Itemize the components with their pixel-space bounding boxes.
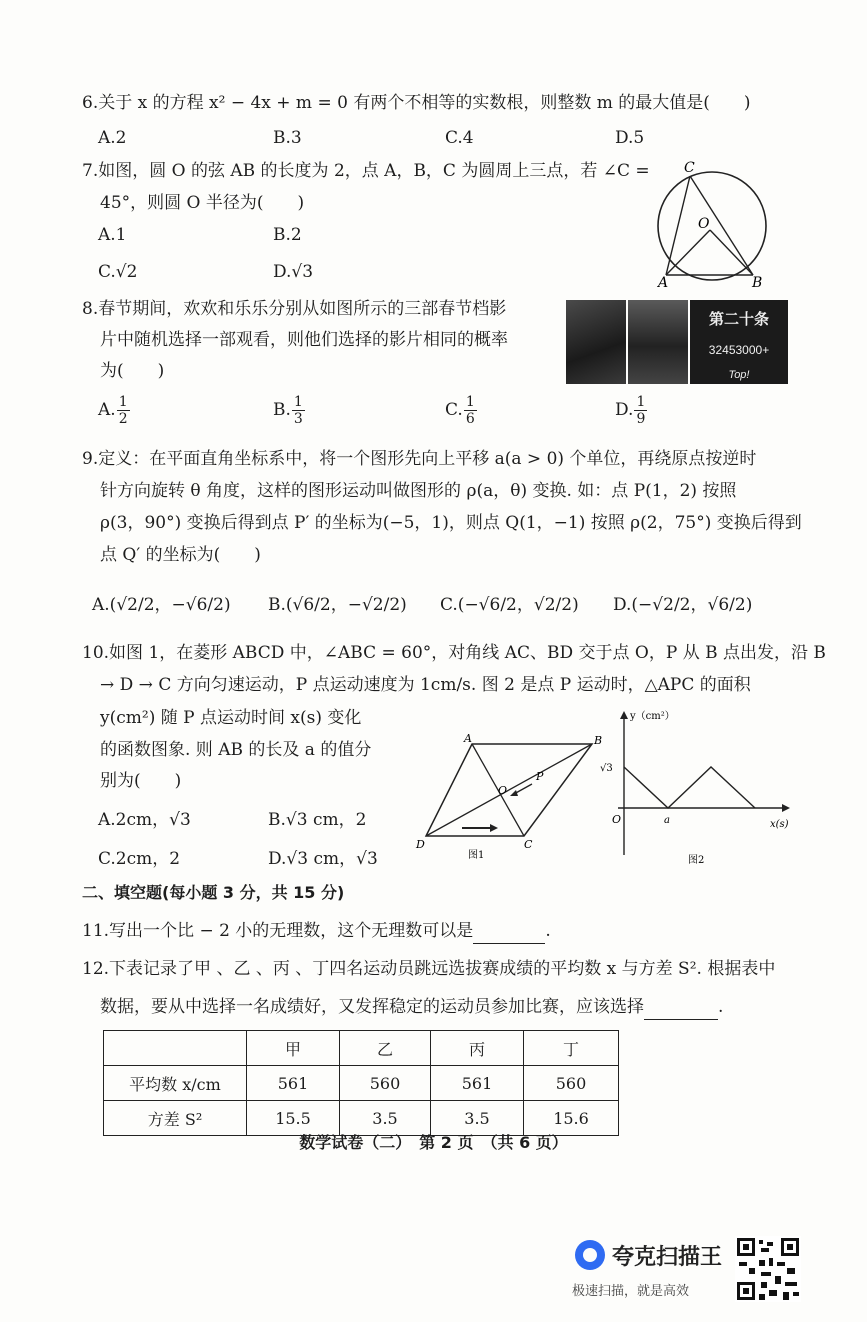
q8-d-num: 1 bbox=[636, 394, 646, 410]
q8-option-d bbox=[615, 394, 648, 427]
q7-option-c: C.√2 bbox=[98, 262, 138, 282]
table-header-cell: 甲 bbox=[247, 1031, 340, 1066]
qr-code-icon bbox=[735, 1236, 801, 1302]
table-cell: 3.5 bbox=[340, 1101, 431, 1136]
table-header-row bbox=[104, 1031, 619, 1066]
fig1-caption: 图1 bbox=[468, 850, 485, 861]
table-cell: 平均数 x/cm bbox=[104, 1066, 247, 1101]
q7-option-b: B.2 bbox=[273, 225, 302, 245]
q6-option-a: A.2 bbox=[98, 128, 127, 148]
q8-option-b bbox=[273, 394, 306, 427]
q10-option-d: D.√3 cm，√3 bbox=[268, 849, 378, 869]
function-graph-figure-2 bbox=[598, 705, 803, 870]
athlete-data-table bbox=[103, 1030, 619, 1136]
fig1-label-d: D bbox=[416, 838, 425, 851]
poster-3-tag: Top! bbox=[728, 369, 750, 381]
fig2-caption: 图2 bbox=[688, 855, 705, 866]
question-12-line1: 12.下表记录了甲 、乙 、丙 、丁四名运动员跳远选拔赛成绩的平均数 x 与方差 S². 根据表中 bbox=[82, 959, 776, 979]
q8-d-den: 9 bbox=[636, 411, 646, 427]
q8-c-den: 6 bbox=[465, 411, 475, 427]
page-footer: 数学试卷（二） 第 2 页 （共 6 页） bbox=[299, 1133, 568, 1152]
fig2-origin: O bbox=[612, 813, 622, 826]
table-header-cell: 丙 bbox=[431, 1031, 524, 1066]
label-b: B bbox=[752, 275, 763, 290]
question-12-line2: 数据，要从中选择一名成绩好，又发挥稳定的运动员参加比赛，应该选择 bbox=[100, 997, 644, 1017]
question-7-line1: 7.如图，圆 O 的弦 AB 的长度为 2，点 A，B，C 为圆周上三点，若 ∠C = bbox=[82, 161, 650, 181]
question-9-line3: ρ(3，90°) 变换后得到点 P′ 的坐标为(−5，1)，则点 Q(1，−1) 按照 ρ(2，75°) 变换后得到 bbox=[100, 513, 802, 533]
q7-option-d: D.√3 bbox=[273, 262, 314, 282]
label-c: C bbox=[684, 160, 695, 176]
question-6-stem: 6.关于 x 的方程 x² − 4x + m = 0 有两个不相等的实数根，则整数 m 的最大值是( ) bbox=[82, 93, 751, 113]
movie-posters bbox=[566, 300, 788, 384]
q8-b-num: 1 bbox=[293, 394, 303, 410]
table-cell: 15.5 bbox=[247, 1101, 340, 1136]
q8-a-den: 2 bbox=[118, 411, 128, 427]
table-cell: 560 bbox=[524, 1066, 619, 1101]
watermark-brand: 夸克扫描王 bbox=[612, 1245, 723, 1270]
q11-answer-blank[interactable] bbox=[473, 923, 545, 944]
table-cell: 15.6 bbox=[524, 1101, 619, 1136]
table-header-cell: 乙 bbox=[340, 1031, 431, 1066]
q8-option-c-prefix: C. bbox=[445, 400, 463, 420]
watermark-slogan: 极速扫描，就是高效 bbox=[572, 1284, 690, 1299]
table-cell: 560 bbox=[340, 1066, 431, 1101]
question-10-line1: 10.如图 1，在菱形 ABCD 中，∠ABC = 60°，对角线 AC、BD 交于点 O，P 从 B 点出发，沿 B bbox=[82, 643, 826, 663]
poster-3-title: 第二十条 bbox=[708, 310, 769, 328]
q9-option-b: B.(√6/2，−√2/2) bbox=[268, 595, 407, 615]
question-10-line3: y(cm²) 随 P 点运动时间 x(s) 变化 bbox=[100, 708, 362, 728]
fig1-label-a: A bbox=[464, 732, 472, 745]
poster-1 bbox=[566, 300, 626, 384]
q8-c-num: 1 bbox=[465, 394, 475, 410]
fig1-label-p: P bbox=[536, 770, 544, 783]
fig2-a-label: a bbox=[664, 815, 670, 826]
question-10-line4: 的函数图象. 则 AB 的长及 a 的值分 bbox=[100, 740, 372, 760]
table-header-cell: 丁 bbox=[524, 1031, 619, 1066]
q6-option-d: D.5 bbox=[615, 128, 645, 148]
question-8-line2: 片中随机选择一部观看，则他们选择的影片相同的概率 bbox=[100, 330, 508, 350]
q8-a-num: 1 bbox=[118, 394, 128, 410]
table-row bbox=[104, 1066, 619, 1101]
section-2-heading: 二、填空题(每小题 3 分，共 15 分) bbox=[82, 883, 345, 902]
question-9-line2: 针方向旋转 θ 角度，这样的图形运动叫做图形的 ρ(a，θ) 变换. 如：点 P(1，2) 按照 bbox=[100, 481, 737, 501]
q8-option-d-prefix: D. bbox=[615, 400, 634, 420]
table-cell: 方差 S² bbox=[104, 1101, 247, 1136]
q8-option-b-prefix: B. bbox=[273, 400, 291, 420]
circle-figure bbox=[648, 160, 778, 290]
q7-option-a: A.1 bbox=[98, 225, 127, 245]
poster-2 bbox=[628, 300, 688, 384]
fig2-y-value: √3 bbox=[600, 763, 613, 774]
rhombus-figure-1 bbox=[412, 732, 602, 862]
table-cell: 3.5 bbox=[431, 1101, 524, 1136]
question-10-line5: 别为( ) bbox=[100, 771, 182, 791]
label-a: A bbox=[658, 275, 669, 290]
q8-option-a bbox=[98, 394, 131, 427]
question-8-line3: 为( ) bbox=[100, 361, 165, 381]
q10-option-c: C.2cm，2 bbox=[98, 849, 181, 869]
question-8-line1: 8.春节期间，欢欢和乐乐分别从如图所示的三部春节档影 bbox=[82, 299, 507, 319]
question-11: 11.写出一个比 − 2 小的无理数，这个无理数可以是 . bbox=[82, 918, 551, 944]
q12-answer-blank[interactable] bbox=[644, 999, 718, 1020]
poster-3-number: 32453000+ bbox=[708, 343, 770, 357]
quark-logo-icon bbox=[575, 1240, 605, 1270]
question-7-line2: 45°，则圆 O 半径为( ) bbox=[100, 193, 305, 213]
q9-option-c: C.(−√6/2，√2/2) bbox=[440, 595, 579, 615]
q6-option-c: C.4 bbox=[445, 128, 474, 148]
label-o: O bbox=[698, 216, 710, 232]
fig2-y-label: y（cm²） bbox=[630, 711, 675, 722]
q10-option-a: A.2cm，√3 bbox=[98, 810, 191, 830]
question-11-text: 11.写出一个比 − 2 小的无理数，这个无理数可以是 bbox=[82, 921, 474, 941]
q8-b-den: 3 bbox=[293, 411, 303, 427]
table-cell: 561 bbox=[247, 1066, 340, 1101]
scanner-watermark-bar bbox=[0, 1222, 867, 1322]
fig1-label-b: B bbox=[594, 734, 602, 747]
table-header-cell bbox=[104, 1031, 247, 1066]
fig1-label-c: C bbox=[524, 838, 533, 851]
q9-option-a: A.(√2/2，−√6/2) bbox=[92, 595, 231, 615]
fig1-label-o: O bbox=[498, 784, 508, 797]
q6-option-b: B.3 bbox=[273, 128, 302, 148]
poster-3 bbox=[690, 300, 788, 384]
table-cell: 561 bbox=[431, 1066, 524, 1101]
q8-option-c bbox=[445, 394, 478, 427]
question-12-line2-wrap: 数据，要从中选择一名成绩好，又发挥稳定的运动员参加比赛，应该选择 . bbox=[100, 994, 723, 1020]
fig2-x-label: x(s) bbox=[770, 819, 789, 830]
question-10-line2: → D → C 方向匀速运动，P 点运动速度为 1cm/s. 图 2 是点 P 运动时，△APC 的面积 bbox=[100, 675, 751, 695]
q8-option-a-prefix: A. bbox=[98, 400, 116, 420]
q9-option-d: D.(−√2/2，√6/2) bbox=[613, 595, 753, 615]
question-9-line1: 9.定义：在平面直角坐标系中，将一个图形先向上平移 a(a > 0) 个单位，再绕原点按逆时 bbox=[82, 449, 757, 469]
question-9-line4: 点 Q′ 的坐标为( ) bbox=[100, 545, 261, 565]
q10-option-b: B.√3 cm，2 bbox=[268, 810, 367, 830]
